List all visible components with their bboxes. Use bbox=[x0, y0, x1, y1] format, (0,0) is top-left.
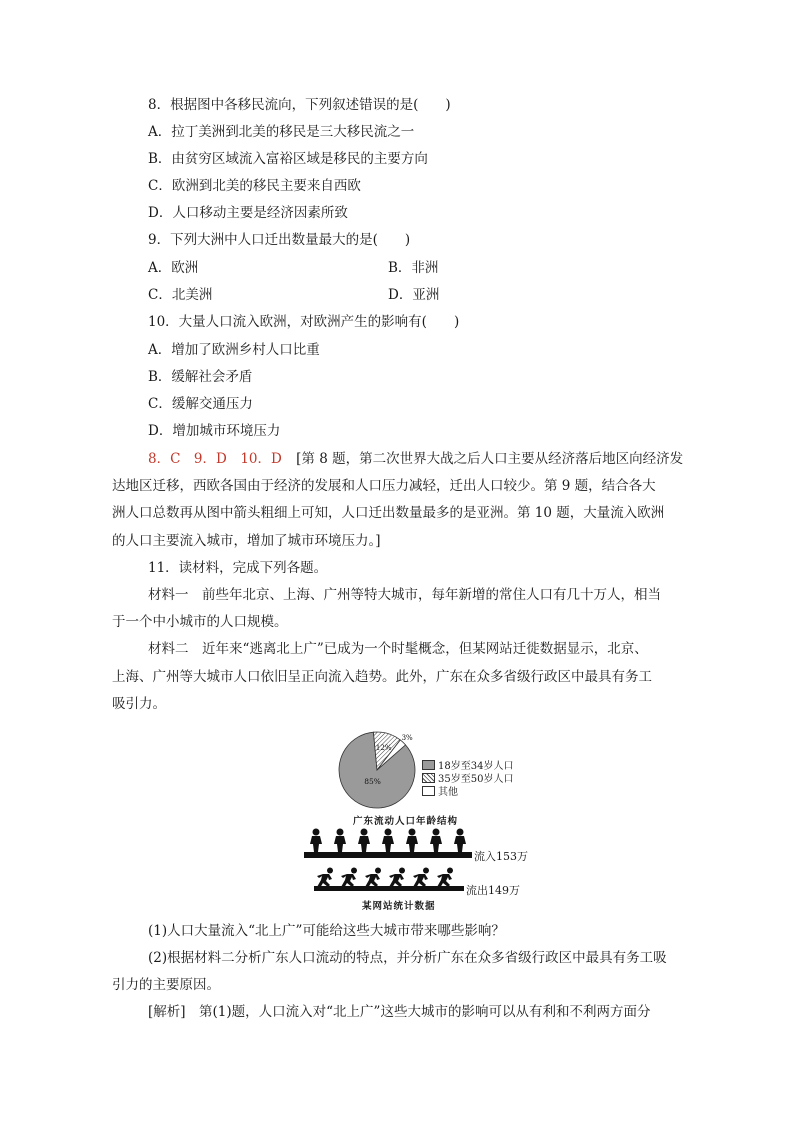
q11-sub2-line1: (2)根据材料二分析广东人口流动的特点，并分析广东在众多省级行政区中最具有务工吸 bbox=[148, 950, 667, 966]
q11-material1-line2: 于一个中小城市的人口规模。 bbox=[112, 614, 288, 630]
q11-sub1: (1)人口大量流入“北上广”可能给这些大城市带来哪些影响？ bbox=[148, 923, 505, 939]
answer-line-2: 达地区迁移，西欧各国由于经济的发展和人口压力减轻，迁出人口较少。第 9 题，结合各大 bbox=[112, 478, 656, 494]
walking-person-icon bbox=[328, 828, 352, 852]
pie-label-3: 3% bbox=[401, 733, 413, 742]
outflow-label: 流出149万 bbox=[466, 884, 520, 897]
q9-option-b: B．非洲 bbox=[388, 260, 439, 276]
q10-option-c: C．缓解交通压力 bbox=[148, 396, 253, 412]
answer-line-3: 洲人口总数再从图中箭头粗细上可知，人口迁出数量最多的是亚洲。第 10 题，大量流入欧洲 bbox=[112, 505, 665, 521]
q11-material2-line1: 材料二 近年来“逃离北上广”已成为一个时髦概念，但某网站迁徙数据显示，北京、 bbox=[148, 641, 648, 657]
walking-person-icon bbox=[424, 828, 448, 852]
answer-line-1 bbox=[148, 450, 683, 468]
walking-person-icon bbox=[304, 828, 328, 852]
pie-label-12: 12% bbox=[375, 743, 392, 752]
figure bbox=[300, 722, 540, 912]
answer-keys: 8．C 9．D 10．D bbox=[148, 451, 282, 467]
q8-option-b: B．由贫穷区域流入富裕区域是移民的主要方向 bbox=[148, 151, 428, 167]
q10-option-a: A．增加了欧洲乡村人口比重 bbox=[148, 342, 320, 358]
outflow-ground-bar bbox=[314, 886, 464, 891]
q11-sub2-line2: 引力的主要原因。 bbox=[112, 977, 220, 993]
walking-person-icon bbox=[376, 828, 400, 852]
q8-option-a: A．拉丁美洲到北美的移民是三大移民流之一 bbox=[148, 124, 415, 140]
walking-person-icon bbox=[448, 828, 472, 852]
q11-material2-line3: 吸引力。 bbox=[112, 696, 166, 712]
answer-text-1: [第 8 题，第二次世界大战之后人口主要从经济落后地区向经济发 bbox=[296, 451, 684, 467]
inflow-ground-bar bbox=[304, 852, 472, 858]
q9-option-d: D．亚洲 bbox=[388, 287, 440, 303]
pie-caption: 广东流动人口年龄结构 bbox=[353, 816, 459, 827]
inflow-people bbox=[304, 828, 472, 852]
legend-swatch bbox=[422, 773, 435, 783]
q10-stem: 10．大量人口流入欧洲，对欧洲产生的影响有( ) bbox=[148, 314, 460, 330]
walking-person-icon bbox=[352, 828, 376, 852]
answer-line-4: 的人口主要流入城市，增加了城市环境压力。] bbox=[112, 533, 381, 549]
q9-option-a: A．欧洲 bbox=[148, 260, 199, 276]
q10-option-b: B．缓解社会矛盾 bbox=[148, 369, 253, 385]
legend-label: 35岁至50岁人口 bbox=[438, 774, 514, 785]
q11-stem: 11．读材料，完成下列各题。 bbox=[148, 560, 328, 576]
pie-label-85: 85% bbox=[364, 777, 381, 787]
q8-stem: 8．根据图中各移民流向，下列叙述错误的是( ) bbox=[148, 97, 451, 113]
legend-label: 18岁至34岁人口 bbox=[438, 761, 514, 772]
walking-person-icon bbox=[400, 828, 424, 852]
q11-material2-line2: 上海、广州等大城市人口依旧呈正向流入趋势。此外，广东在众多省级行政区中最具有务工 bbox=[112, 669, 652, 685]
legend-item-35-50 bbox=[422, 771, 513, 784]
q11-analysis: [解析] 第(1)题，人口流入对“北上广”这些大城市的影响可以从有利和不利两方面分 bbox=[148, 1004, 651, 1020]
legend-swatch bbox=[422, 760, 435, 770]
legend-item-other bbox=[422, 784, 513, 797]
q8-option-d: D．人口移动主要是经济因素所致 bbox=[148, 205, 348, 221]
pie-legend bbox=[422, 758, 513, 797]
pie-chart bbox=[332, 722, 422, 812]
q10-option-d: D．增加城市环境压力 bbox=[148, 423, 281, 439]
q8-option-c: C．欧洲到北美的移民主要来自西欧 bbox=[148, 178, 361, 194]
figure-source: 某网站统计数据 bbox=[362, 901, 436, 912]
inflow-label: 流入153万 bbox=[474, 850, 528, 863]
q9-option-c: C．北美洲 bbox=[148, 287, 213, 303]
legend-swatch bbox=[422, 786, 435, 796]
q9-stem: 9．下列大洲中人口迁出数量最大的是( ) bbox=[148, 232, 411, 248]
q11-material1-line1: 材料一 前些年北京、上海、广州等特大城市，每年新增的常住人口有几十万人，相当 bbox=[148, 587, 661, 603]
legend-label: 其他 bbox=[438, 787, 458, 798]
